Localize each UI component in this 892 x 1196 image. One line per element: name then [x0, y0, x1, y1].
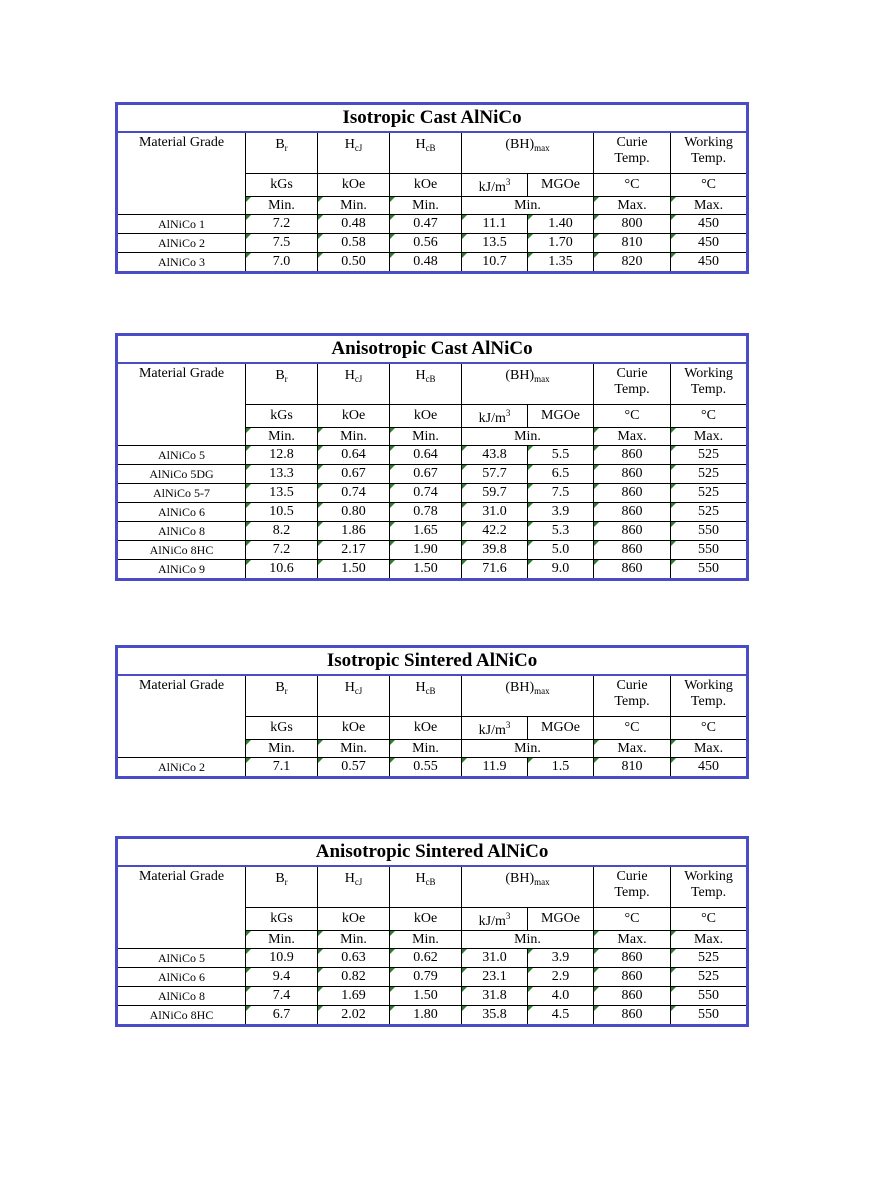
table-row [117, 465, 748, 484]
limit-curie: Max. [594, 197, 671, 215]
working-line-1: Working [684, 678, 733, 693]
energy-product-subscript: max [534, 374, 550, 384]
curie-cell: 860 [594, 1006, 671, 1026]
bh-mgoe-cell: 9.0 [528, 560, 594, 580]
remanence-symbol-subscript: r [284, 374, 288, 384]
working-cell: 550 [671, 541, 748, 560]
br-cell: 7.2 [246, 541, 318, 560]
working-cell: 525 [671, 503, 748, 522]
normal-coercivity-symbol-main: H [415, 368, 426, 383]
limit-working: Max. [671, 740, 748, 758]
bh-mgoe-cell: 4.5 [528, 1006, 594, 1026]
working-cell: 525 [671, 465, 748, 484]
property-table [115, 333, 749, 581]
hcb-cell: 0.48 [390, 253, 462, 273]
unit-br: kGs [246, 174, 318, 197]
unit-bh-mgoe: MGOe [528, 717, 594, 740]
unit-bh-kj-superscript: 3 [505, 177, 511, 187]
intrinsic-coercivity-symbol-subscript: cJ [354, 143, 363, 153]
energy-product-main: (BH) [505, 871, 535, 886]
hcj-cell: 0.50 [318, 253, 390, 273]
unit-bh-kj-text: kJ/m [478, 914, 506, 929]
unit-curie: °C [594, 717, 671, 740]
curie-cell: 820 [594, 253, 671, 273]
hcj-cell: 0.67 [318, 465, 390, 484]
table-row [117, 987, 748, 1006]
limit-working: Max. [671, 428, 748, 446]
normal-coercivity-symbol-subscript: cB [425, 374, 436, 384]
bh-kj-cell: 57.7 [462, 465, 528, 484]
working-temp-header [671, 132, 748, 174]
table-row [117, 234, 748, 253]
grade-cell: AlNiCo 1 [117, 215, 246, 234]
remanence-symbol-main: B [275, 137, 285, 152]
limit-working: Max. [671, 931, 748, 949]
limit-bh: Min. [462, 740, 594, 758]
normal-coercivity-symbol-main: H [415, 680, 426, 695]
table-title: Anisotropic Cast AlNiCo [117, 335, 748, 364]
hcb-cell: 1.80 [390, 1006, 462, 1026]
unit-br: kGs [246, 908, 318, 931]
hcb-cell: 0.62 [390, 949, 462, 968]
working-temp-header [671, 363, 748, 405]
intrinsic-coercivity-symbol [318, 866, 390, 908]
limit-hcb: Min. [390, 197, 462, 215]
unit-bh-kj-superscript: 3 [505, 720, 511, 730]
bh-mgoe-cell: 2.9 [528, 968, 594, 987]
grade-cell: AlNiCo 3 [117, 253, 246, 273]
unit-bh-kj [462, 174, 528, 197]
unit-curie: °C [594, 174, 671, 197]
bh-kj-cell: 13.5 [462, 234, 528, 253]
energy-product-main: (BH) [505, 680, 535, 695]
curie-cell: 860 [594, 484, 671, 503]
bh-kj-cell: 11.1 [462, 215, 528, 234]
limit-bh: Min. [462, 931, 594, 949]
hcb-cell: 1.90 [390, 541, 462, 560]
bh-kj-cell: 31.8 [462, 987, 528, 1006]
energy-product-subscript: max [534, 877, 550, 887]
intrinsic-coercivity-symbol [318, 363, 390, 405]
bh-kj-cell: 42.2 [462, 522, 528, 541]
bh-mgoe-cell: 4.0 [528, 987, 594, 1006]
bh-mgoe-cell: 1.70 [528, 234, 594, 253]
intrinsic-coercivity-symbol [318, 132, 390, 174]
curie-cell: 860 [594, 522, 671, 541]
br-cell: 10.6 [246, 560, 318, 580]
limit-br: Min. [246, 428, 318, 446]
hcj-cell: 0.82 [318, 968, 390, 987]
bh-kj-cell: 39.8 [462, 541, 528, 560]
working-line-2: Temp. [690, 151, 727, 166]
table-row [117, 484, 748, 503]
table-row [117, 215, 748, 234]
table-row [117, 253, 748, 273]
hcj-cell: 1.69 [318, 987, 390, 1006]
unit-bh-mgoe: MGOe [528, 405, 594, 428]
curie-line-2: Temp. [614, 382, 650, 397]
unit-bh-kj [462, 405, 528, 428]
unit-bh-kj [462, 908, 528, 931]
unit-bh-mgoe: MGOe [528, 174, 594, 197]
normal-coercivity-symbol [390, 363, 462, 405]
br-cell: 7.0 [246, 253, 318, 273]
bh-mgoe-cell: 3.9 [528, 949, 594, 968]
grade-cell: AlNiCo 6 [117, 503, 246, 522]
unit-bh-kj-text: kJ/m [478, 180, 506, 195]
material-grade-header: Material Grade [117, 675, 246, 758]
unit-bh-kj-text: kJ/m [478, 411, 506, 426]
working-cell: 525 [671, 446, 748, 465]
hcb-cell: 1.50 [390, 560, 462, 580]
limit-bh: Min. [462, 197, 594, 215]
remanence-symbol-main: B [275, 368, 285, 383]
unit-working: °C [671, 908, 748, 931]
hcj-cell: 0.58 [318, 234, 390, 253]
working-cell: 550 [671, 1006, 748, 1026]
table-title: Anisotropic Sintered AlNiCo [117, 838, 748, 867]
unit-hcj: kOe [318, 405, 390, 428]
curie-cell: 860 [594, 465, 671, 484]
unit-br: kGs [246, 405, 318, 428]
property-table [115, 836, 749, 1027]
unit-hcb: kOe [390, 174, 462, 197]
br-cell: 7.1 [246, 758, 318, 778]
grade-cell: AlNiCo 5-7 [117, 484, 246, 503]
unit-br: kGs [246, 717, 318, 740]
curie-cell: 860 [594, 560, 671, 580]
grade-cell: AlNiCo 5 [117, 949, 246, 968]
hcj-cell: 2.02 [318, 1006, 390, 1026]
working-temp-header [671, 866, 748, 908]
remanence-symbol [246, 363, 318, 405]
grade-cell: AlNiCo 2 [117, 758, 246, 778]
bh-mgoe-cell: 1.35 [528, 253, 594, 273]
curie-line-2: Temp. [614, 151, 650, 166]
bh-kj-cell: 43.8 [462, 446, 528, 465]
intrinsic-coercivity-symbol-main: H [344, 368, 355, 383]
hcj-cell: 0.64 [318, 446, 390, 465]
hcb-cell: 1.50 [390, 987, 462, 1006]
curie-cell: 860 [594, 968, 671, 987]
working-cell: 525 [671, 484, 748, 503]
bh-kj-cell: 71.6 [462, 560, 528, 580]
intrinsic-coercivity-symbol [318, 675, 390, 717]
table-row [117, 541, 748, 560]
table-title: Isotropic Sintered AlNiCo [117, 647, 748, 676]
unit-working: °C [671, 174, 748, 197]
hcj-cell: 1.86 [318, 522, 390, 541]
normal-coercivity-symbol [390, 675, 462, 717]
curie-temp-header [594, 132, 671, 174]
hcb-cell: 0.79 [390, 968, 462, 987]
br-cell: 12.8 [246, 446, 318, 465]
bh-kj-cell: 31.0 [462, 503, 528, 522]
working-cell: 525 [671, 949, 748, 968]
remanence-symbol [246, 132, 318, 174]
normal-coercivity-symbol [390, 866, 462, 908]
property-table [115, 645, 749, 779]
intrinsic-coercivity-symbol-subscript: cJ [354, 877, 363, 887]
bh-kj-cell: 31.0 [462, 949, 528, 968]
unit-bh-kj [462, 717, 528, 740]
table-row [117, 522, 748, 541]
bh-mgoe-cell: 5.0 [528, 541, 594, 560]
remanence-symbol [246, 675, 318, 717]
table-row [117, 446, 748, 465]
working-line-2: Temp. [690, 382, 727, 397]
intrinsic-coercivity-symbol-main: H [344, 871, 355, 886]
unit-bh-kj-text: kJ/m [478, 723, 506, 738]
curie-temp-header [594, 675, 671, 717]
curie-line-1: Curie [616, 366, 648, 381]
curie-line-1: Curie [616, 135, 648, 150]
hcb-cell: 0.67 [390, 465, 462, 484]
remanence-symbol-subscript: r [284, 686, 288, 696]
normal-coercivity-symbol-subscript: cB [425, 686, 436, 696]
table-row [117, 1006, 748, 1026]
grade-cell: AlNiCo 8 [117, 987, 246, 1006]
bh-mgoe-cell: 6.5 [528, 465, 594, 484]
br-cell: 13.5 [246, 484, 318, 503]
grade-cell: AlNiCo 2 [117, 234, 246, 253]
grade-cell: AlNiCo 9 [117, 560, 246, 580]
curie-temp-header [594, 363, 671, 405]
br-cell: 9.4 [246, 968, 318, 987]
unit-bh-kj-superscript: 3 [505, 911, 511, 921]
br-cell: 7.2 [246, 215, 318, 234]
hcj-cell: 0.74 [318, 484, 390, 503]
hcj-cell: 0.57 [318, 758, 390, 778]
table-row [117, 758, 748, 778]
hcb-cell: 0.74 [390, 484, 462, 503]
energy-product-symbol [462, 675, 594, 717]
curie-line-2: Temp. [614, 885, 650, 900]
br-cell: 8.2 [246, 522, 318, 541]
unit-hcj: kOe [318, 717, 390, 740]
bh-mgoe-cell: 1.40 [528, 215, 594, 234]
intrinsic-coercivity-symbol-subscript: cJ [354, 686, 363, 696]
unit-curie: °C [594, 908, 671, 931]
grade-cell: AlNiCo 8HC [117, 1006, 246, 1026]
energy-product-symbol [462, 363, 594, 405]
energy-product-main: (BH) [505, 368, 535, 383]
curie-cell: 860 [594, 949, 671, 968]
limit-hcj: Min. [318, 740, 390, 758]
grade-cell: AlNiCo 8HC [117, 541, 246, 560]
working-cell: 450 [671, 758, 748, 778]
normal-coercivity-symbol-main: H [415, 871, 426, 886]
curie-line-1: Curie [616, 678, 648, 693]
energy-product-subscript: max [534, 143, 550, 153]
br-cell: 7.5 [246, 234, 318, 253]
remanence-symbol-subscript: r [284, 143, 288, 153]
unit-hcb: kOe [390, 717, 462, 740]
hcj-cell: 0.63 [318, 949, 390, 968]
limit-hcb: Min. [390, 428, 462, 446]
table-title: Isotropic Cast AlNiCo [117, 104, 748, 133]
bh-mgoe-cell: 5.3 [528, 522, 594, 541]
br-cell: 10.9 [246, 949, 318, 968]
unit-bh-kj-superscript: 3 [505, 408, 511, 418]
hcj-cell: 2.17 [318, 541, 390, 560]
unit-hcb: kOe [390, 405, 462, 428]
bh-mgoe-cell: 3.9 [528, 503, 594, 522]
table-row [117, 968, 748, 987]
table-row [117, 949, 748, 968]
bh-mgoe-cell: 1.5 [528, 758, 594, 778]
unit-hcb: kOe [390, 908, 462, 931]
remanence-symbol-main: B [275, 871, 285, 886]
material-grade-header: Material Grade [117, 363, 246, 446]
curie-line-2: Temp. [614, 694, 650, 709]
bh-mgoe-cell: 5.5 [528, 446, 594, 465]
limit-hcj: Min. [318, 931, 390, 949]
limit-working: Max. [671, 197, 748, 215]
working-cell: 450 [671, 234, 748, 253]
limit-hcj: Min. [318, 428, 390, 446]
normal-coercivity-symbol [390, 132, 462, 174]
bh-kj-cell: 10.7 [462, 253, 528, 273]
limit-br: Min. [246, 740, 318, 758]
bh-kj-cell: 23.1 [462, 968, 528, 987]
hcj-cell: 0.48 [318, 215, 390, 234]
limit-br: Min. [246, 197, 318, 215]
unit-curie: °C [594, 405, 671, 428]
intrinsic-coercivity-symbol-main: H [344, 680, 355, 695]
curie-line-1: Curie [616, 869, 648, 884]
limit-br: Min. [246, 931, 318, 949]
unit-bh-mgoe: MGOe [528, 908, 594, 931]
working-cell: 550 [671, 522, 748, 541]
energy-product-subscript: max [534, 686, 550, 696]
grade-cell: AlNiCo 6 [117, 968, 246, 987]
energy-product-symbol [462, 866, 594, 908]
bh-kj-cell: 11.9 [462, 758, 528, 778]
br-cell: 10.5 [246, 503, 318, 522]
hcj-cell: 1.50 [318, 560, 390, 580]
hcb-cell: 1.65 [390, 522, 462, 541]
working-line-1: Working [684, 135, 733, 150]
limit-curie: Max. [594, 740, 671, 758]
unit-working: °C [671, 717, 748, 740]
limit-curie: Max. [594, 428, 671, 446]
working-line-2: Temp. [690, 694, 727, 709]
curie-cell: 860 [594, 541, 671, 560]
unit-hcj: kOe [318, 174, 390, 197]
curie-cell: 860 [594, 503, 671, 522]
property-table [115, 102, 749, 274]
curie-cell: 810 [594, 234, 671, 253]
intrinsic-coercivity-symbol-main: H [344, 137, 355, 152]
hcb-cell: 0.64 [390, 446, 462, 465]
hcb-cell: 0.78 [390, 503, 462, 522]
curie-temp-header [594, 866, 671, 908]
working-line-1: Working [684, 366, 733, 381]
br-cell: 6.7 [246, 1006, 318, 1026]
curie-cell: 860 [594, 446, 671, 465]
table-row [117, 560, 748, 580]
working-cell: 450 [671, 215, 748, 234]
limit-curie: Max. [594, 931, 671, 949]
limit-hcb: Min. [390, 740, 462, 758]
hcb-cell: 0.56 [390, 234, 462, 253]
bh-mgoe-cell: 7.5 [528, 484, 594, 503]
table-row [117, 503, 748, 522]
bh-kj-cell: 59.7 [462, 484, 528, 503]
working-line-2: Temp. [690, 885, 727, 900]
limit-hcb: Min. [390, 931, 462, 949]
br-cell: 13.3 [246, 465, 318, 484]
normal-coercivity-symbol-main: H [415, 137, 426, 152]
limit-bh: Min. [462, 428, 594, 446]
energy-product-symbol [462, 132, 594, 174]
grade-cell: AlNiCo 8 [117, 522, 246, 541]
limit-hcj: Min. [318, 197, 390, 215]
unit-working: °C [671, 405, 748, 428]
working-cell: 450 [671, 253, 748, 273]
hcb-cell: 0.55 [390, 758, 462, 778]
unit-hcj: kOe [318, 908, 390, 931]
material-grade-header: Material Grade [117, 132, 246, 215]
br-cell: 7.4 [246, 987, 318, 1006]
bh-kj-cell: 35.8 [462, 1006, 528, 1026]
hcb-cell: 0.47 [390, 215, 462, 234]
hcj-cell: 0.80 [318, 503, 390, 522]
remanence-symbol [246, 866, 318, 908]
curie-cell: 860 [594, 987, 671, 1006]
working-cell: 525 [671, 968, 748, 987]
energy-product-main: (BH) [505, 137, 535, 152]
grade-cell: AlNiCo 5 [117, 446, 246, 465]
grade-cell: AlNiCo 5DG [117, 465, 246, 484]
working-cell: 550 [671, 987, 748, 1006]
working-temp-header [671, 675, 748, 717]
normal-coercivity-symbol-subscript: cB [425, 143, 436, 153]
working-line-1: Working [684, 869, 733, 884]
material-grade-header: Material Grade [117, 866, 246, 949]
remanence-symbol-main: B [275, 680, 285, 695]
curie-cell: 810 [594, 758, 671, 778]
normal-coercivity-symbol-subscript: cB [425, 877, 436, 887]
remanence-symbol-subscript: r [284, 877, 288, 887]
working-cell: 550 [671, 560, 748, 580]
curie-cell: 800 [594, 215, 671, 234]
intrinsic-coercivity-symbol-subscript: cJ [354, 374, 363, 384]
